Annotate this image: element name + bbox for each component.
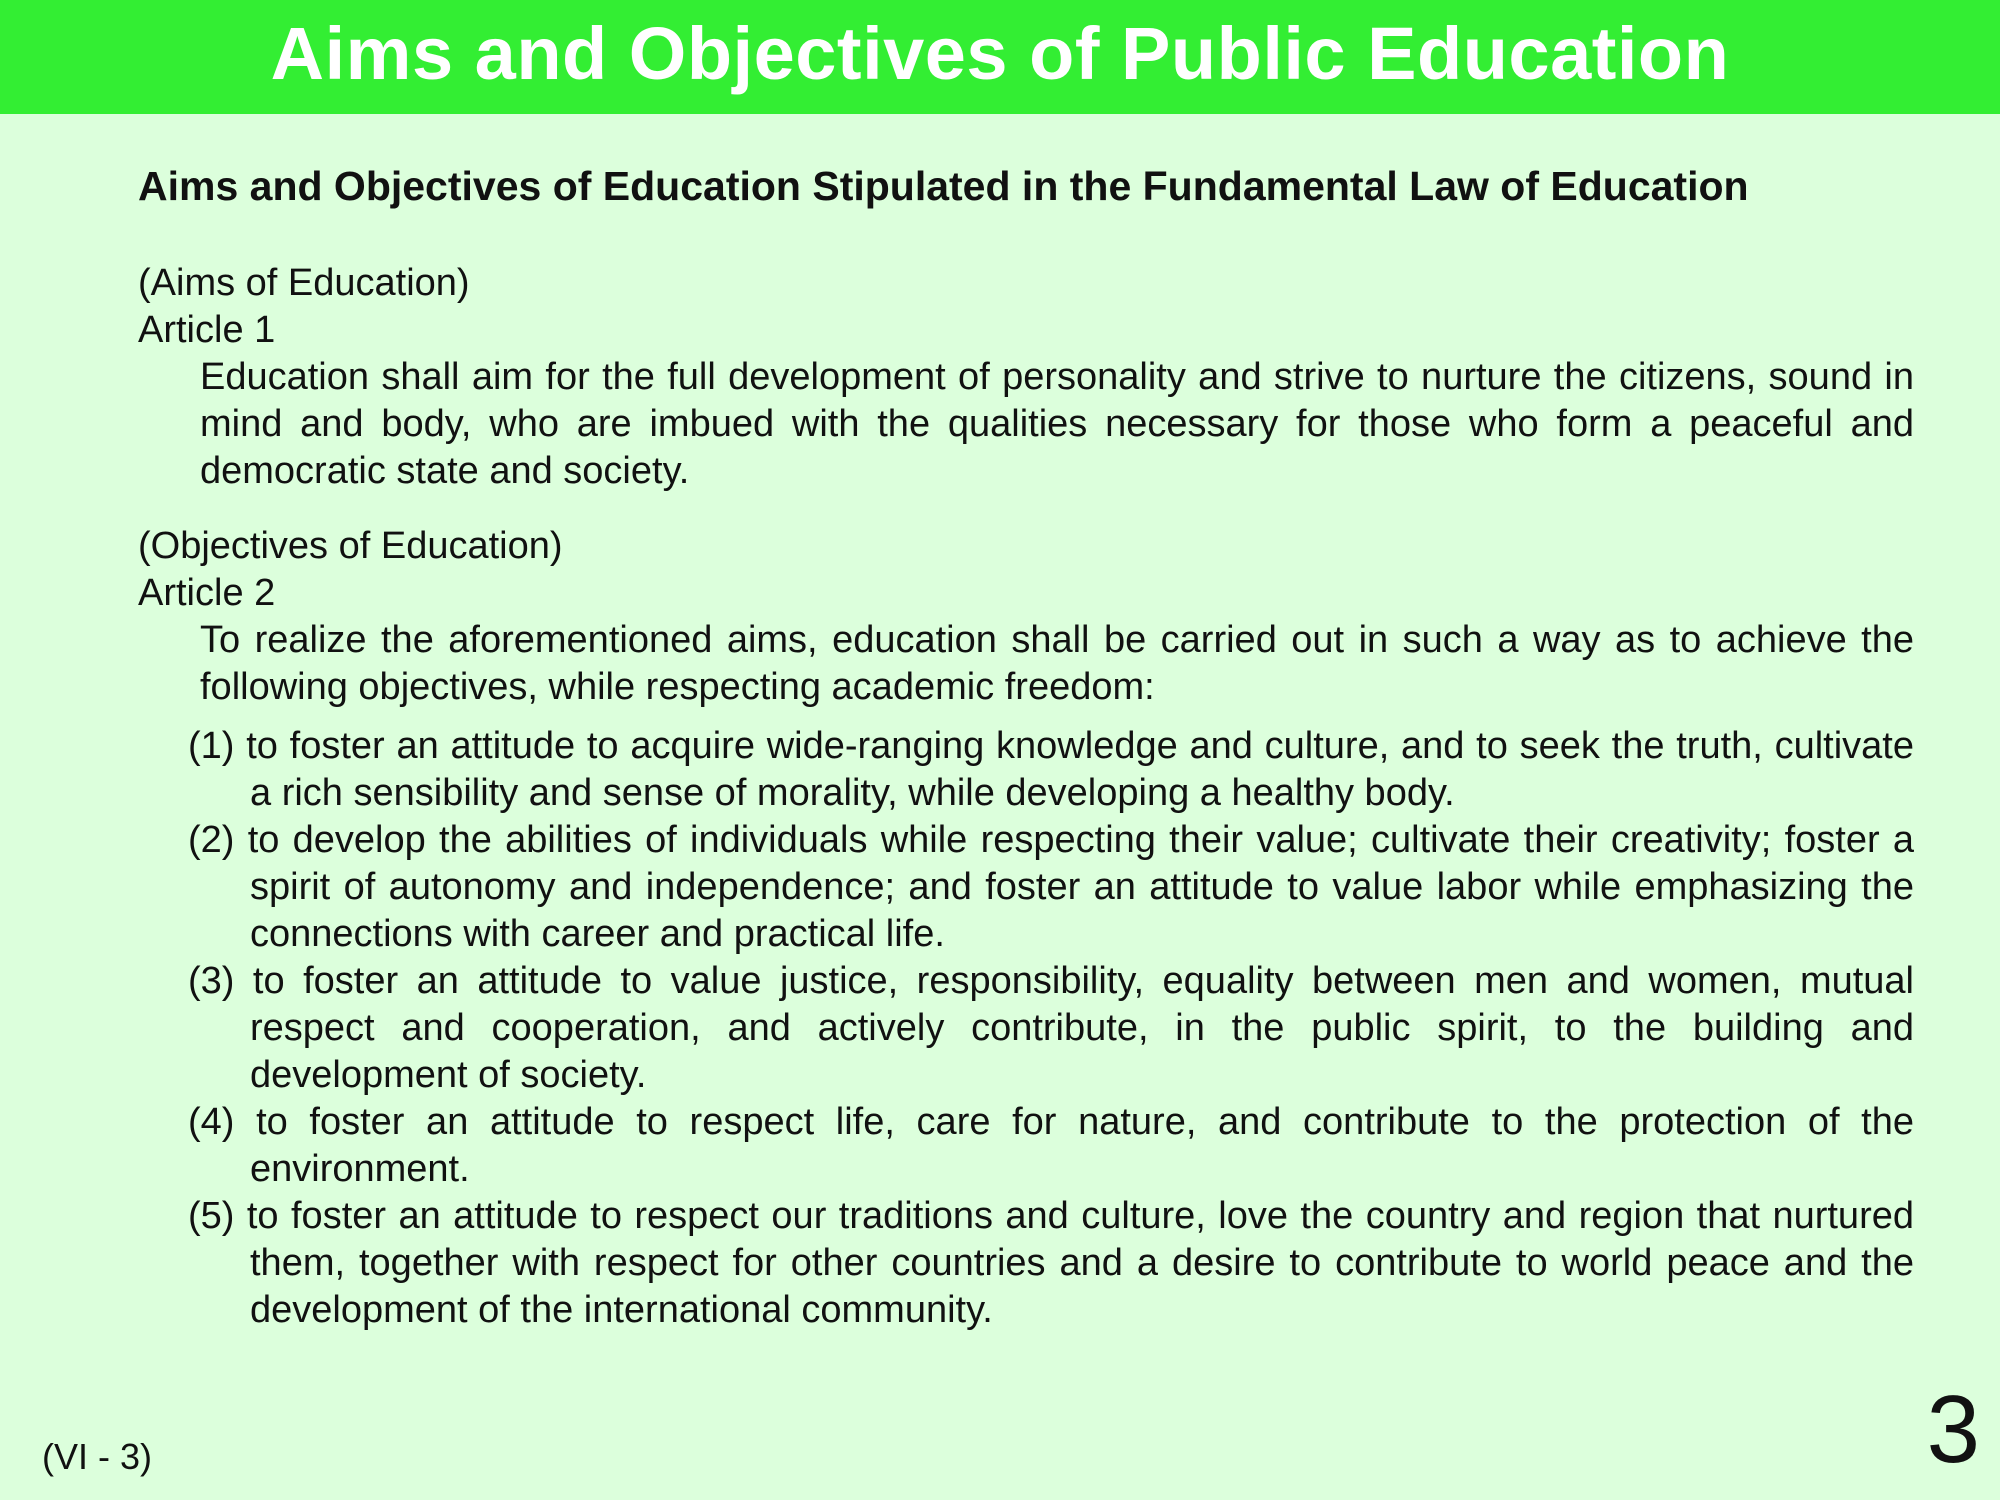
article-2-section-label: (Objectives of Education) (138, 525, 563, 567)
page-number: 3 (1926, 1376, 1980, 1483)
section-code: (VI - 3) (42, 1436, 153, 1477)
title-banner (0, 0, 2000, 114)
article-2-intro: To realize the aforementioned aims, education shall be carried out in such a way as to achieve the following objectives, while respecting academic freedom: (200, 619, 1914, 708)
objectives-list (188, 723, 1914, 1334)
page-title: Aims and Objectives of Public Education (270, 11, 1730, 95)
list-item: (5) to foster an attitude to respect our traditions and culture, love the country and region that nurtured them, together with respect for other countries and a desire to contribute to world peace and the development of the international community. (188, 1195, 1914, 1331)
list-item: (3) to foster an attitude to value justice, responsibility, equality between men and women, mutual respect and cooperation, and actively contribute, in the public spirit, to the building and development of society. (188, 960, 1914, 1096)
list-item: (2) to develop the abilities of individuals while respecting their value; cultivate their creativity; foster a spirit of autonomy and independence; and foster an attitude to value labor while emphasizing the connections with career and practical life. (188, 819, 1914, 955)
article-2-label: Article 2 (138, 572, 276, 614)
article-1-text: Education shall aim for the full development of personality and strive to nurture the citizens, sound in mind and body, who are imbued with the qualities necessary for those who form a peaceful and democratic state and society. (200, 356, 1914, 492)
section-spacer (138, 495, 1914, 523)
list-item: (4) to foster an attitude to respect life, care for nature, and contribute to the protection of the environment. (188, 1101, 1914, 1190)
article-1-section-label: (Aims of Education) (138, 262, 470, 304)
article-1-label: Article 1 (138, 309, 276, 351)
document-subtitle: Aims and Objectives of Education Stipulated in the Fundamental Law of Education (138, 163, 1749, 209)
list-item: (1) to foster an attitude to acquire wide-ranging knowledge and culture, and to seek the truth, cultivate a rich sensibility and sense of morality, while developing a healthy body. (188, 725, 1914, 814)
document-body (138, 160, 1914, 1334)
